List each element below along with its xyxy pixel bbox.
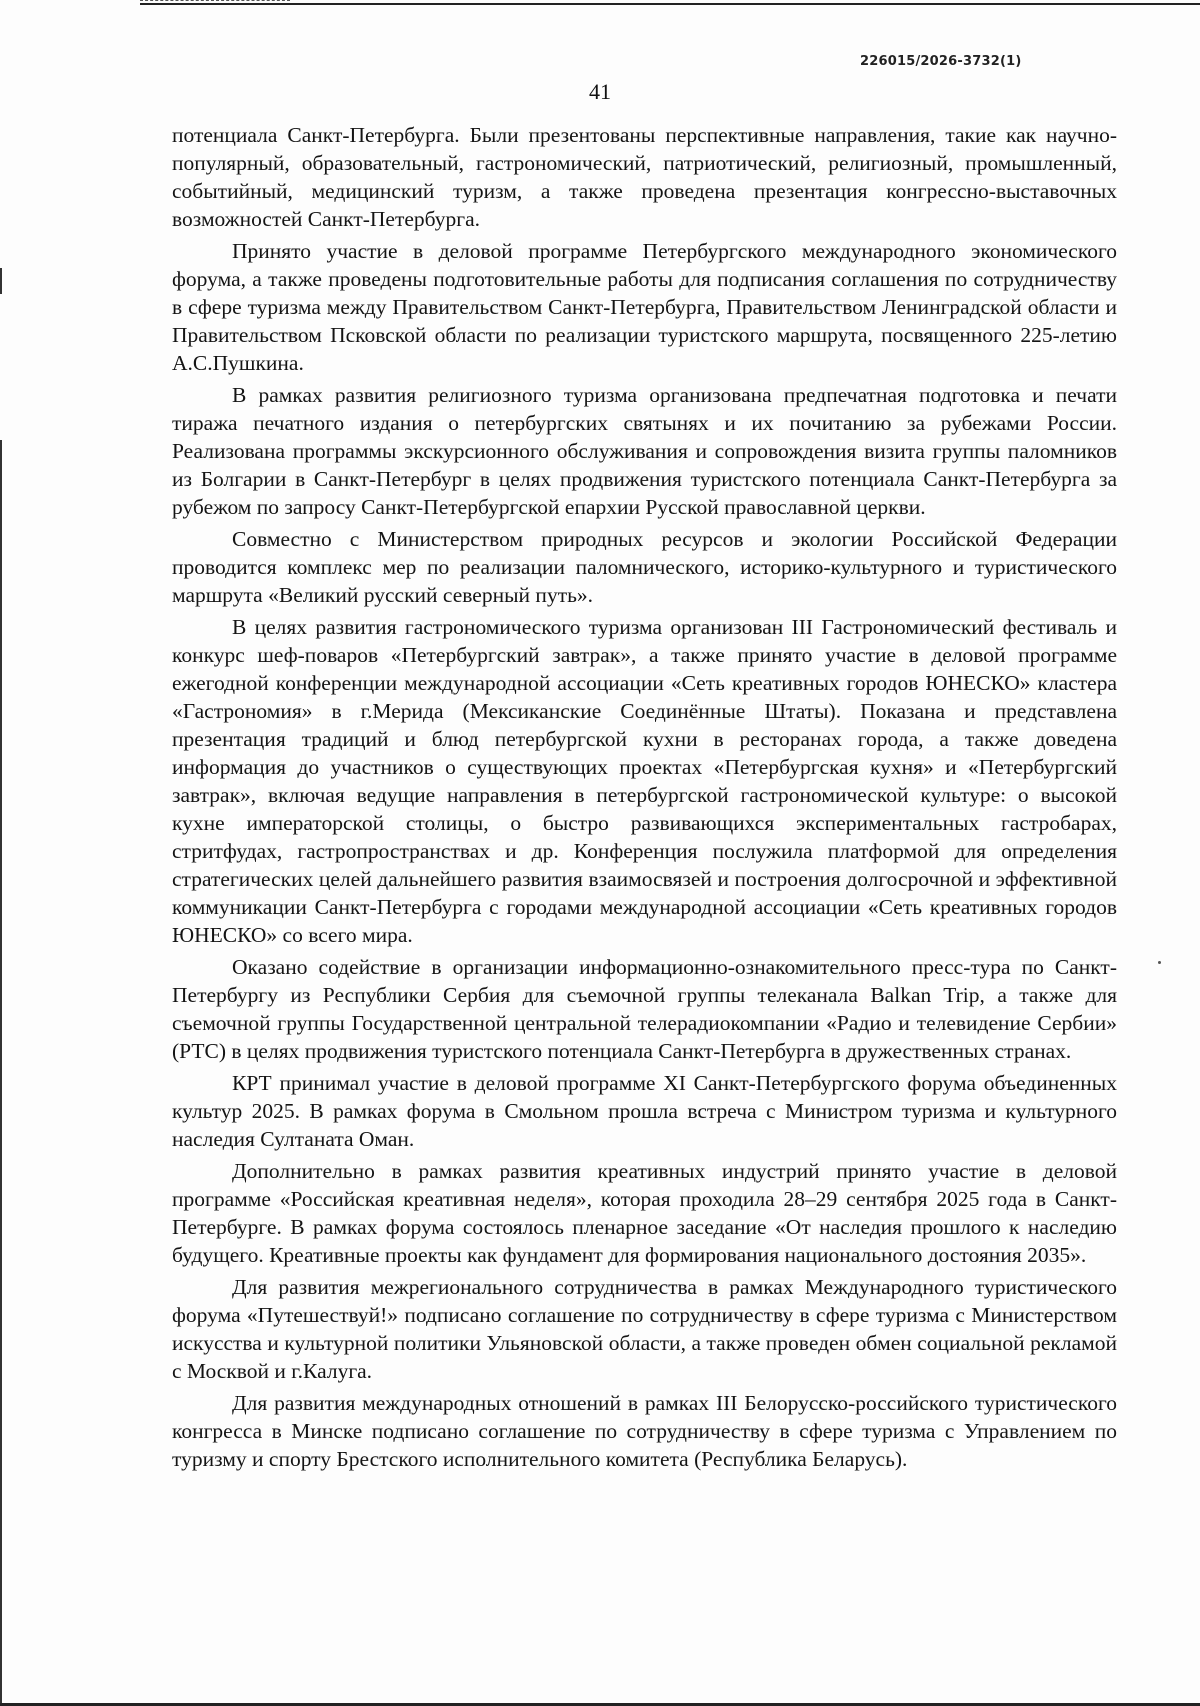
scan-top-dashes — [140, 0, 290, 2]
paragraph: Для развития международных отношений в рамках III Белорусско-российского туристического конгресса в Минске подписано соглашение по сотрудничеству в сфере туризма с Управлением по туризму и спорту Брестского исполнительного комитета (Республика Беларусь). — [172, 1391, 1117, 1471]
document-registration-number: 226015/2026-3732(1) — [860, 54, 1022, 69]
scan-left-edge — [0, 440, 2, 1706]
paragraph: КРТ принимал участие в деловой программе XI Санкт-Петербургского форума объединенных культур 2025. В рамках форума в Смольном прошла встреча с Министром туризма и культурного наследия Султаната Оман. — [172, 1071, 1117, 1151]
paragraph: В рамках развития религиозного туризма организована предпечатная подготовка и печати тиража печатного издания о петербургских святынях и их почитанию за рубежами России. Реализована программы экскурсионного обслуживания и сопровождения визита группы паломников из Болгарии в Санкт-Петербург в целях продвижения туристского потенциала Санкт-Петербурга за рубежом по запросу Санкт-Петербургской епархии Русской православной церкви. — [172, 383, 1117, 519]
scan-left-edge-mark — [0, 268, 2, 294]
paragraph: В целях развития гастрономического туризма организован III Гастрономический фестиваль и конкурс шеф-поваров «Петербургский завтрак», а также принято участие в деловой программе ежегодной конференции международной ассоциации «Сеть креативных городов ЮНЕСКО» кластера «Гастрономия» в г.Мерида (Мексиканские Соединённые Штаты). Показана и представлена презентация традиций и блюд петербургской кухни в ресторанах города, а также доведена информация до участников о существующих проектах «Петербургская кухня» и «Петербургский завтрак», включая ведущие направления в петербургской гастрономической культуре: о высокой кухне императорской столицы, о быстро развивающихся экспериментальных гастробарах, стритфудах, гастропространствах и др. Конференция послужила платформой для определения стратегических целей дальнейшего развития взаимосвязей и построения долгосрочной и эффективной коммуникации Санкт-Петербурга с городами международной ассоциации «Сеть креативных городов ЮНЕСКО» со всего мира. — [172, 615, 1117, 947]
document-body — [172, 121, 1117, 1473]
paragraph: Совместно с Министерством природных ресурсов и экологии Российской Федерации проводится комплекс мер по реализации паломнического, историко-культурного и туристического маршрута «Великий русский северный путь». — [172, 527, 1117, 607]
paragraph: Дополнительно в рамках развития креативных индустрий принято участие в деловой программе «Российская креативная неделя», которая проходила 28–29 сентября 2025 года в Санкт-Петербурге. В рамках форума состоялось пленарное заседание «От наследия прошлого к наследию будущего. Креативные проекты как фундамент для формирования национального достояния 2035». — [172, 1159, 1117, 1267]
paragraph: Оказано содействие в организации информационно-ознакомительного пресс-тура по Санкт-Петербургу из Республики Сербия для съемочной группы телеканала Balkan Trip, а также для съемочной группы Государственной центральной телерадиокомпании «Радио и телевидение Сербии» (РТС) в целях продвижения туристского потенциала Санкт-Петербурга в дружественных странах. — [172, 955, 1117, 1063]
paragraph: Принято участие в деловой программе Петербургского международного экономического форума, а также проведены подготовительные работы для подписания соглашения по сотрудничеству в сфере туризма между Правительством Санкт-Петербурга, Правительством Ленинградской области и Правительством Псковской области по реализации туристского маршрута, посвященного 225-летию А.С.Пушкина. — [172, 239, 1117, 375]
paragraph: Для развития межрегионального сотрудничества в рамках Международного туристического форума «Путешествуй!» подписано соглашение по сотрудничеству в сфере туризма с Министерством искусства и культурной политики Ульяновской области, а также проведен обмен социальной рекламой с Москвой и г.Калуга. — [172, 1275, 1117, 1383]
scan-speck — [1158, 961, 1161, 964]
paragraph-continuation: потенциала Санкт-Петербурга. Были презентованы перспективные направления, такие как научно-популярный, образовательный, гастрономический, патриотический, религиозный, промышленный, событийный, медицинский туризм, а также проведена презентация конгрессно-выставочных возможностей Санкт-Петербурга. — [172, 123, 1117, 231]
page-number: 41 — [589, 79, 611, 104]
scan-top-edge — [140, 3, 1200, 5]
